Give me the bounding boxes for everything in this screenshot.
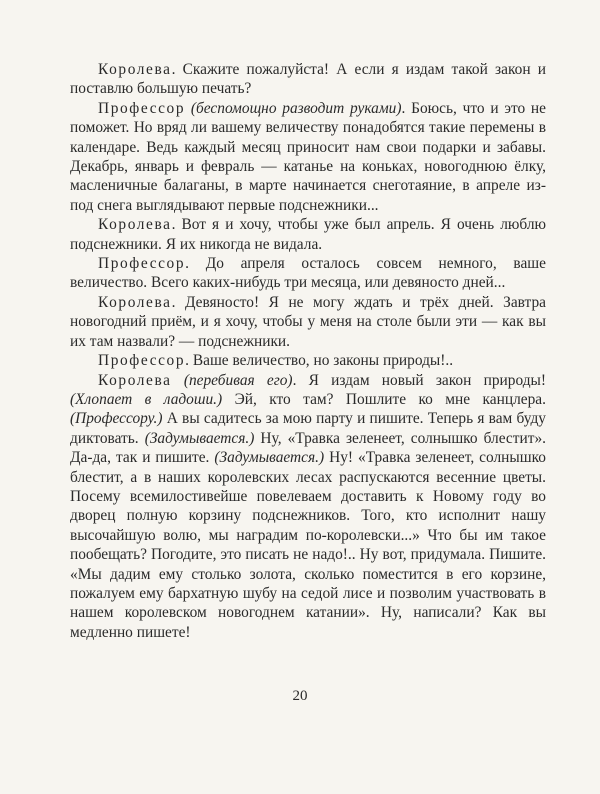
paragraph (70, 254, 546, 293)
stage-direction: (беспомощно разводит руками) (190, 99, 402, 117)
stage-direction: (перебивая его) (183, 371, 293, 389)
stage-direction: (Хлопает в ладоши.) (70, 390, 223, 408)
paragraph (70, 60, 546, 99)
dialogue-text: . Скажите пожалуйста! А если я издам такой закон и поставлю большую печать? (70, 61, 546, 98)
page-body-text (70, 60, 546, 642)
speaker-name: Королева (98, 371, 172, 389)
paragraph (70, 371, 546, 643)
dialogue-text: . Ваше величество, но законы природы!.. (185, 352, 454, 370)
paragraph (70, 215, 546, 254)
dialogue-text: . Боюсь, что и это не поможет. Но вряд ли вашему величеству понадобятся такие перемены в календаре. Ведь каждый месяц приносит нам свои подарки и забавы. Декабрь, январь и февраль — катанье на коньках, новогоднюю ёлку, масленичные балаганы, в марте начинается снеготаяние, в апреле из-под снега выглядывают первые подснежники... (70, 99, 546, 214)
paragraph (70, 351, 546, 370)
speaker-name: Профессор (98, 255, 186, 273)
dialogue-text (172, 372, 184, 389)
dialogue-text: Эй, кто там? Пошлите ко мне канцлера. (222, 390, 546, 408)
speaker-name: Профессор (98, 352, 186, 370)
dialogue-text: . Я издам новый закон природы! (292, 371, 546, 389)
speaker-name: Королева (98, 293, 172, 311)
dialogue-text: А вы садитесь за мою парту и пишите. Теперь я вам буду диктовать. (70, 410, 546, 447)
paragraph (70, 293, 546, 351)
paragraph (70, 99, 546, 215)
dialogue-text: . Девяносто! Я не могу ждать и трёх дней. Завтра новогодний приём, и я хочу, чтобы у меня на столе были эти — как вы их там назвали? — подснежники. (70, 293, 546, 350)
dialogue-text: . Вот я и хочу, чтобы уже был апрель. Я очень люблю подснежники. Я их никогда не видала. (70, 216, 546, 253)
dialogue-text: . До апреля осталось совсем немного, ваше величество. Всего каких-нибудь три месяца, или девяносто дней... (70, 255, 546, 292)
speaker-name: Профессор (98, 99, 186, 117)
stage-direction: (Задумывается.) (214, 449, 325, 467)
dialogue-text: Ну! «Травка зеленеет, солнышко блестит, а в наших королевских лесах распускаются весенние цветы. Посему всемилостивейше повелеваем доставить к Новому году во дворец полную корзину подснежников. Того, кто исполнит нашу высочайшую волю, мы наградим по-королевски...» Что бы им такое пообещать? Погодите, это писать не надо!.. Ну вот, придумала. Пишите. «Мы дадим ему столько золота, сколько поместится в его корзине, пожалуем ему бархатную шубу на седой лисе и позволим участвовать в нашем королевском новогоднем катании». Ну, написали? Как вы медленно пишете! (70, 449, 546, 641)
dialogue-text: Ну, «Травка зеленеет, солнышко блестит». Да-да, так и пишите. (70, 429, 546, 467)
stage-direction: (Задумывается.) (144, 429, 255, 447)
speaker-name: Королева (98, 61, 172, 78)
stage-direction: (Профессору.) (70, 410, 163, 428)
page-number: 20 (292, 688, 308, 704)
speaker-name: Королева (98, 216, 172, 234)
